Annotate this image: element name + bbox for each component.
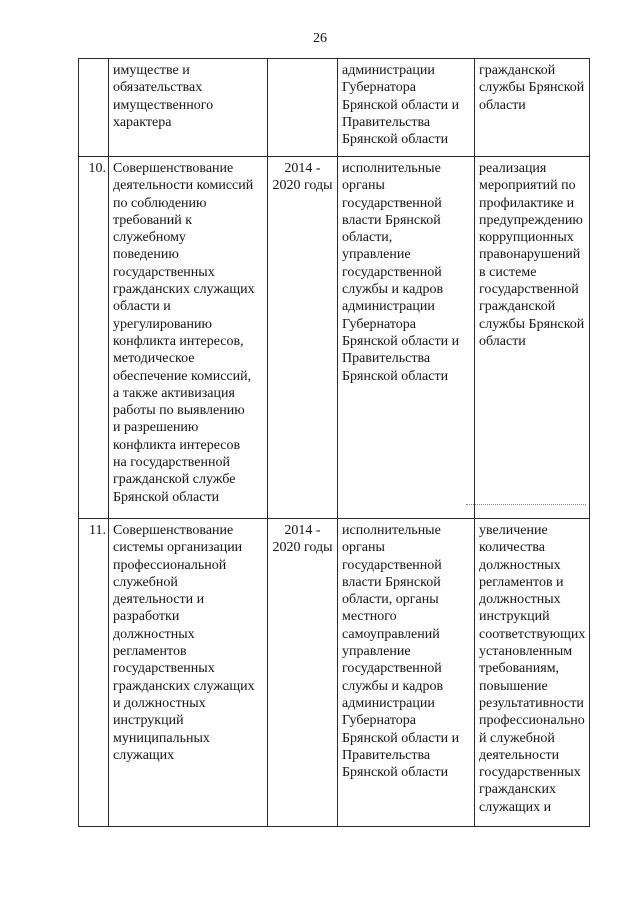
term-cell: 2014 - 2020 годы	[268, 157, 338, 519]
executors-cell: исполнительные органы государственной власти Брянской области, управление государственной службы и кадров администрации Губернатора Брянской области и Правительства Брянской области	[338, 157, 475, 519]
page-number: 26	[313, 31, 327, 46]
scan-dotted-divider	[466, 504, 586, 505]
row-number-cell: 10.	[79, 157, 109, 519]
action-cell: имуществе и обязательствах имущественного характера	[109, 59, 268, 157]
executors-cell: администрации Губернатора Брянской области и Правительства Брянской области	[338, 59, 475, 157]
result-cell: реализация мероприятий по профилактике и предупреждению коррупционных правонарушений в системе государственной гражданской службы Брянской области	[475, 157, 590, 519]
table-row	[79, 157, 590, 519]
executors-cell: исполнительные органы государственной власти Брянской области, органы местного самоуправлений управление государственной службы и кадров администрации Губернатора Брянской области и Правительства Брянской области	[338, 519, 475, 827]
result-cell: гражданской службы Брянской области	[475, 59, 590, 157]
row-number-cell: 11.	[79, 519, 109, 827]
table-row	[79, 519, 590, 827]
action-cell: Совершенствование системы организации профессиональной служебной деятельности и разработки должностных регламентов государственных гражданских служащих и должностных инструкций муниципальных служащих	[109, 519, 268, 827]
term-cell	[268, 59, 338, 157]
action-cell: Совершенствование деятельности комиссий по соблюдению требований к служебному поведению государственных гражданских служащих области и урегулированию конфликта интересов, методическое обеспечение комиссий, а также активизация работы по выявлению и разрешению конфликта интересов на государственной гражданской службе Брянской области	[109, 157, 268, 519]
table-row	[79, 59, 590, 157]
result-cell: увеличение количества должностных регламентов и должностных инструкций соответствующих установленным требованиям, повышение результативности профессионально й служебной деятельности государственных гражданских служащих и	[475, 519, 590, 827]
term-cell: 2014 - 2020 годы	[268, 519, 338, 827]
measures-table	[78, 58, 590, 827]
row-number-cell	[79, 59, 109, 157]
